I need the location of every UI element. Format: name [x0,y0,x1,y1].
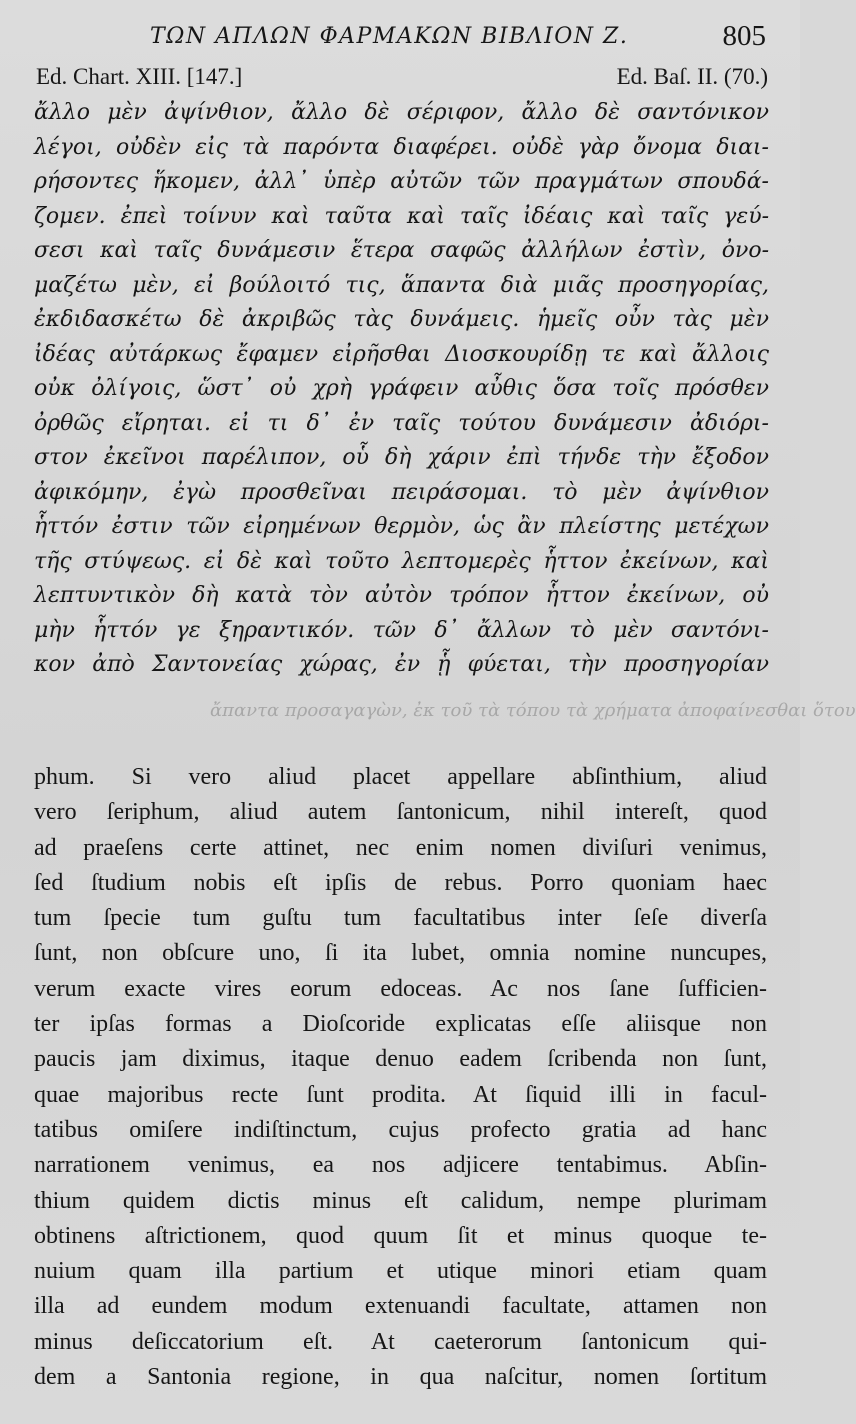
edition-reference-line [36,64,768,94]
greek-line: οὐκ ὀλίγοις, ὥστ᾽ οὐ χρὴ γράφειν αὖθις ὅσα τοῖς πρόσθεν [34,376,769,401]
latin-line: illa ad eundem modum extenuandi facultate, attamen non [34,1293,767,1320]
latin-line: ſed ſtudium nobis eſt ipſis de rebus. Porro quoniam haec [34,869,767,896]
running-head [0,18,800,54]
latin-line: dem a Santonia regione, in qua naſcitur, nomen ſortitum [34,1364,767,1391]
greek-text-block [34,96,769,683]
latin-line: verum exacte vires eorum edoceas. Ac nos ſane ſufficien- [34,975,767,1002]
greek-line: ἐκδιδασκέτω δὲ ἀκριβῶς τὰς δυνάμεις. ἡμεῖς οὖν τὰς μὲν [34,307,769,332]
running-title: ΤΩΝ ΑΠΛΩΝ ΦΑΡΜΑΚΩΝ ΒΙΒΛΙΟΝ Ζ. [150,24,629,49]
greek-line: τῆς στύψεως. εἰ δὲ καὶ τοῦτο λεπτομερὲς ἧττον ἐκείνων, καὶ [34,548,769,574]
latin-line: nuium quam illa partium et utique minori etiam quam [34,1258,767,1285]
greek-line: ἧττόν ἐστιν τῶν εἰρημένων θερμὸν, ὡς ἂν πλείστης μετέχων [34,514,769,539]
greek-line: κον ἀπὸ Σαντονείας χώρας, ἐν ᾗ φύεται, τὴν προσηγορίαν [34,652,769,677]
greek-line: στον ἐκεῖνοι παρέλιπον, οὗ δὴ χάριν ἐπὶ τήνδε τὴν ἔξοδον [34,445,769,470]
greek-line: ἀφικόμην, ἐγὼ προσθεῖναι πειράσομαι. τὸ μὲν ἀψίνθιον [34,479,769,505]
greek-line: ζομεν. ἐπεὶ τοίνυν καὶ ταῦτα καὶ ταῖς ἰδέαις καὶ ταῖς γεύ- [34,203,769,229]
greek-line: ὀρθῶς εἴρηται. εἰ τι δ᾽ ἐν ταῖς τούτου δυνάμεσιν ἀδιόρι- [34,410,769,436]
show-through-text: ἄπαντα προσαγαγὼν, ἐκ τοῦ τὰ τόπου τὰ χρήματα ἀποφαίνεσθαι ὅτου [210,700,856,721]
latin-line: ter ipſas formas a Dioſcoride explicatas eſſe aliisque non [34,1011,767,1038]
latin-line: narrationem venimus, ea nos adjicere tentabimus. Abſin- [34,1152,767,1179]
greek-line: ἰδέας αὐτάρκως ἔφαμεν εἰρῆσθαι Διοσκουρίδῃ τε καὶ ἄλλοις [34,341,769,367]
latin-line: paucis jam diximus, itaque denuo eadem ſcribenda non ſunt, [34,1046,767,1073]
greek-line: λέγοι, οὐδὲν εἰς τὰ παρόντα διαφέρει. οὐδὲ γὰρ ὄνομα διαι- [34,134,769,160]
greek-line: σεσι καὶ ταῖς δυνάμεσιν ἕτερα σαφῶς ἀλλήλων ἐστὶν, ὀνο- [34,238,769,263]
page-number: 805 [722,20,766,52]
greek-line: ρήσοντες ἥκομεν, ἀλλ᾽ ὑπὲρ αὐτῶν τῶν πραγμάτων σπουδά- [34,169,769,194]
greek-line: μαζέτω μὲν, εἰ βούλοιτό τις, ἅπαντα διὰ μιᾶς προσηγορίας, [34,272,769,298]
greek-line: μὴν ἧττόν γε ξηραντικόν. τῶν δ᾽ ἄλλων τὸ μὲν σαντόνι- [34,617,769,643]
latin-text-block [34,760,767,1395]
latin-line: ſunt, non obſcure uno, ſi ita lubet, omnia nomine nuncupes, [34,940,767,967]
latin-line: thium quidem dictis minus eſt calidum, nempe plurimam [34,1187,767,1214]
greek-line: ἄλλο μὲν ἀψίνθιον, ἄλλο δὲ σέριφον, ἄλλο δὲ σαντόνικον [34,100,769,125]
latin-line: minus deſiccatorium eſt. At caeterorum ſantonicum qui- [34,1328,767,1355]
latin-line: tum ſpecie tum guſtu tum facultatibus inter ſeſe diverſa [34,905,767,932]
latin-line: vero ſeriphum, aliud autem ſantonicum, nihil intereſt, quod [34,799,767,826]
latin-line: tatibus omiſere indiſtinctum, cujus profecto gratia ad hanc [34,1116,767,1143]
greek-line: λεπτυντικὸν δὴ κατὰ τὸν αὐτὸν τρόπον ἧττον ἐκείνων, οὐ [34,583,769,608]
latin-line: obtinens aſtrictionem, quod quum ſit et minus quoque te- [34,1222,767,1249]
latin-line: phum. Si vero aliud placet appellare abſinthium, aliud [34,764,767,790]
edition-chartier-reference: Ed. Chart. XIII. [147.] [36,64,243,89]
latin-line: ad praeſens certe attinet, nec enim nomen diviſuri venimus, [34,834,767,861]
edition-basel-reference: Ed. Baſ. II. (70.) [616,64,768,89]
latin-line: quae majoribus recte ſunt prodita. At ſiquid illi in facul- [34,1081,767,1108]
